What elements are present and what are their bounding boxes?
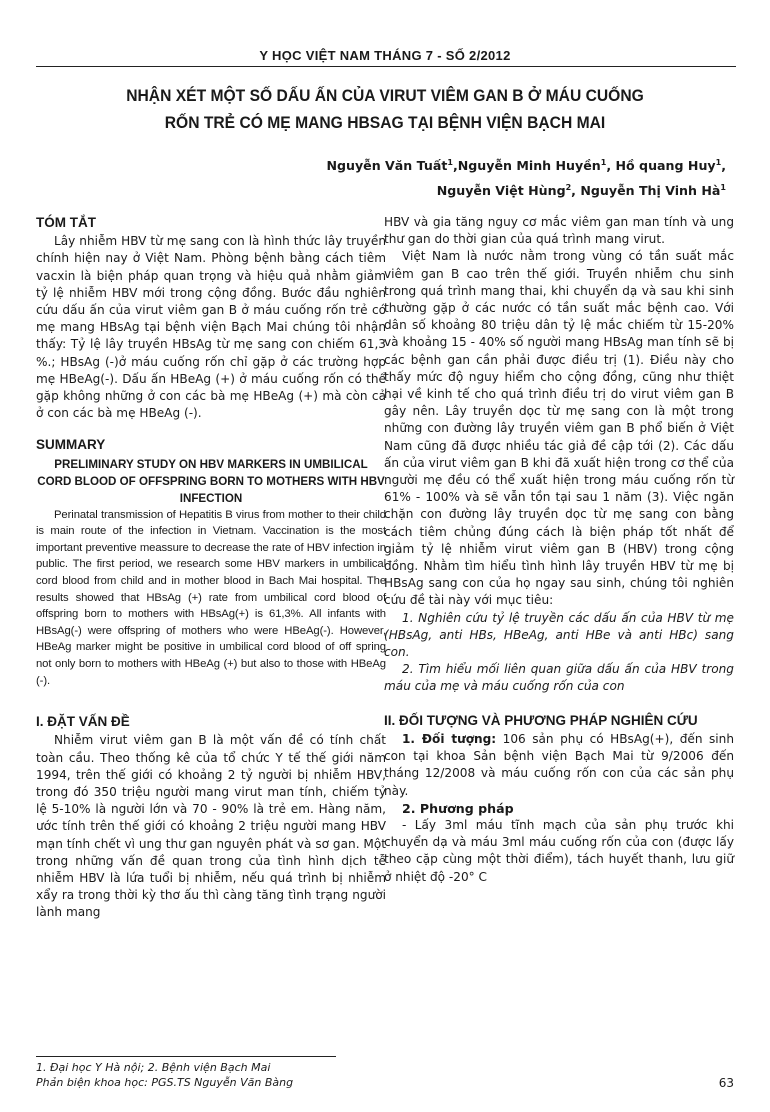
author-name: Nguyễn Việt Hùng — [436, 183, 566, 199]
author-affiliation-mark: 1 — [715, 158, 722, 167]
header-rule — [36, 66, 736, 67]
subjects-text: 106 sản phụ có HBsAg(+), đến sinh con tại khoa Sản bệnh viện Bạch Mai từ 9/2006 đến tháng 12/2008 và máu cuống rốn con của các sản phụ này. — [384, 731, 734, 798]
author-name: , Nguyễn Thị Vinh Hà — [571, 183, 721, 199]
introduction-paragraph-2: Việt Nam là nước nằm trong vùng có tần suất mắc viêm gan B cao trên thế giới. Truyền nhiễm chu sinh trong quá trình mang thai, khi chuyển dạ và sau khi sinh thường gặp ở các nước có tần suất mắc bệnh cao. Với dân số khoảng 80 triệu dân tỷ lệ mắc chiếm từ 15-20% và khoảng 15 - 40% số người mang HBsAg man tính sẽ bị các bệnh gan cần phải được điều trị (1). Điều này cho thấy mức độ nguy hiểm cho cộng đồng, cũng như thiệt hại về kinh tế cho quá trình điều trị do virut viêm gan B gây nên. Lây truyền dọc từ mẹ sang con là một trong những con đường lây truyền viêm gan B phổ biến ở Việt Nam cũng đã được nhiều tác giả đề cập tới (2). Các dấu ấn của virut viêm gan B khi đã xuất hiện trong cơ thể của người mẹ đều có thể xuất hiện trong máu cuống rốn từ 61% - 100% và sẽ vẫn tồn tại sau 1 năm (3). Việc ngăn chặn con đường lây truyền dọc từ mẹ sang con bằng cách tiêm chủng đúng cách là biện pháp tốt nhất để giảm tỷ lệ nhiễm virut viêm gan B (HBV) trong cộng đồng. Nhằm tìm hiểu tình hình lây truyền HBV từ mẹ bị HBsAg sang con của họ ngay sau sinh, chúng tôi nghiên cứu đề tài này với mục tiêu: — [384, 249, 734, 608]
subjects-label: 1. Đối tượng: — [402, 731, 497, 746]
author-line-2 — [206, 177, 726, 202]
objective-2: 2. Tìm hiểu mối liên quan giữa dấu ấn của HBV trong máu của mẹ và máu cuống rốn của con — [384, 662, 734, 694]
author-affiliation-mark: 1 — [720, 183, 726, 193]
title-line-1: NHẬN XÉT MỘT SỐ DẤU ẤN CỦA VIRUT VIÊM GAN B Ở MÁU CUỐNG — [126, 86, 644, 105]
footnote — [36, 1060, 436, 1090]
methods-heading: II. ĐỐI TƯỢNG VÀ PHƯƠNG PHÁP NGHIÊN CỨU — [384, 712, 698, 728]
author-separator: , — [721, 158, 726, 174]
method-text: - Lấy 3ml máu tĩnh mạch của sản phụ trước khi chuyển dạ và máu 3ml máu cuống rốn của con (được lấy theo cặp cùng một thời điểm), tách huyết thanh, lưu giữ ở nhiệt độ -20° C — [384, 817, 734, 884]
subjects-paragraph — [384, 731, 734, 800]
spacer — [36, 689, 386, 713]
summary-text: Perinatal transmission of Hepatitis B virus from mother to their child is main route of the infection in Vietnam. Vaccination is the most important preventive meassure to decrease the rate of HBV infection in public. The first period, we research some HBV markers in umbilical cord blood from child and in mother blood in Bach Mai hospital. The results showed that HBsAg (+) rate from umbilical cord blood of offspring born to mothers with HBsAg(+) is 61,3%. All infants with HBsAg(-) were offspring of mothers who were HBeAg(-). However, HBeAg marker might be positive in umbilical cord blood of off spring not only born to mothers with HBeAg (+) but also to those with HBeAg (-). — [36, 508, 386, 687]
author-affiliation-mark: 1 — [447, 158, 453, 167]
author-name: ,Nguyễn Minh Huyền — [452, 158, 601, 174]
method-label: 2. Phương pháp — [402, 800, 514, 816]
author-name: Nguyễn Văn Tuất — [326, 158, 448, 174]
article-title — [58, 82, 711, 136]
left-column — [36, 214, 386, 922]
author-affiliation-mark: 2 — [565, 183, 572, 193]
author-line-1 — [206, 152, 726, 177]
right-column — [384, 214, 734, 886]
reviewer: Phản biện khoa học: PGS.TS Nguyễn Văn Bàng — [36, 1076, 294, 1089]
author-list — [206, 152, 726, 202]
introduction-text: Nhiễm virut viêm gan B là một vấn đề có tính chất toàn cầu. Theo thống kê của tổ chức Y tế thế giới năm 1994, trên thế giới có khoảng 2 tỷ người bị nhiễm HBV, trong đó 350 triệu người mang virut man tính, chiếm tỷ lệ 5-10% là người lớn và 70 - 90% là trẻ em. Hàng năm, ước tính trên thế giới có khoảng 2 triệu người mang HBV mạn tính chết vì ung thư gan nguyên phát và sơ gan. Một trong những vấn đề quan trong của tình hình dịch tễ nhiễm HBV là lứa tuổi bị nhiễm, nếu quá trình bị nhiễm xẩy ra trong thời kỳ thơ ấu thì càng tăng tình trạng người lành mang — [36, 733, 386, 920]
spacer — [36, 422, 386, 436]
title-line-2: RỐN TRẺ CÓ MẸ MANG HBSAG TẠI BỆNH VIỆN BẠCH MAI — [164, 113, 606, 132]
abstract-heading: TÓM TẮT — [36, 215, 96, 230]
introduction-heading: I. ĐẶT VẤN ĐỀ — [36, 714, 130, 730]
abstract-text: Lây nhiễm HBV từ mẹ sang con là hình thức lây truyền chính hiện nay ở Việt Nam. Phòng bệnh bằng cách tiêm vacxin là biện pháp quan trọng và hiệu quả nhằm giảm tỷ lệ nhiễm HBV mới trong cộng đồng. Bước đầu nghiên cứu dấu ấn của virut viêm gan B ở máu cuống rốn trẻ có mẹ mang HBsAg tại bệnh viện Bạch Mai chúng tôi nhận thấy: Tỷ lệ lây truyền HBsAg từ mẹ sang con chiếm 61,3 %.; HBsAg (-)ở máu cuống rốn chỉ gặp ở các trường hợp mẹ HBeAg(-). Dấu ấn HBeAg (+) ở máu cuống rốn có thể gặp không những ở con các bà mẹ HBeAg (+) mà còn cả ở con các bà mẹ HBeAg (-). — [36, 234, 386, 421]
author-name: , Hồ quang Huy — [606, 158, 716, 174]
introduction-continued: HBV và gia tăng nguy cơ mắc viêm gan man tính và ung thư gan do thời gian của quá trình mang virut. — [384, 215, 734, 247]
spacer — [384, 696, 734, 712]
footnote-rule — [36, 1056, 336, 1057]
journal-header: Y HỌC VIỆT NAM THÁNG 7 - SỐ 2/2012 — [259, 48, 511, 63]
affiliations: 1. Đại học Y Hà nội; 2. Bệnh viện Bạch Mai — [36, 1061, 271, 1074]
summary-heading: SUMMARY — [36, 437, 106, 453]
page-number: 63 — [718, 1076, 734, 1090]
author-affiliation-mark: 1 — [600, 158, 607, 167]
summary-title: PRELIMINARY STUDY ON HBV MARKERS IN UMBILICAL CORD BLOOD OF OFFSPRING BORN TO MOTHERS WITH HBV INFECTION — [37, 457, 385, 505]
objective-1: 1. Nghiên cứu tỷ lệ truyền các dấu ấn của HBV từ mẹ (HBsAg, anti HBs, HBeAg, anti HBe và anti HBc) sang con. — [384, 610, 734, 660]
